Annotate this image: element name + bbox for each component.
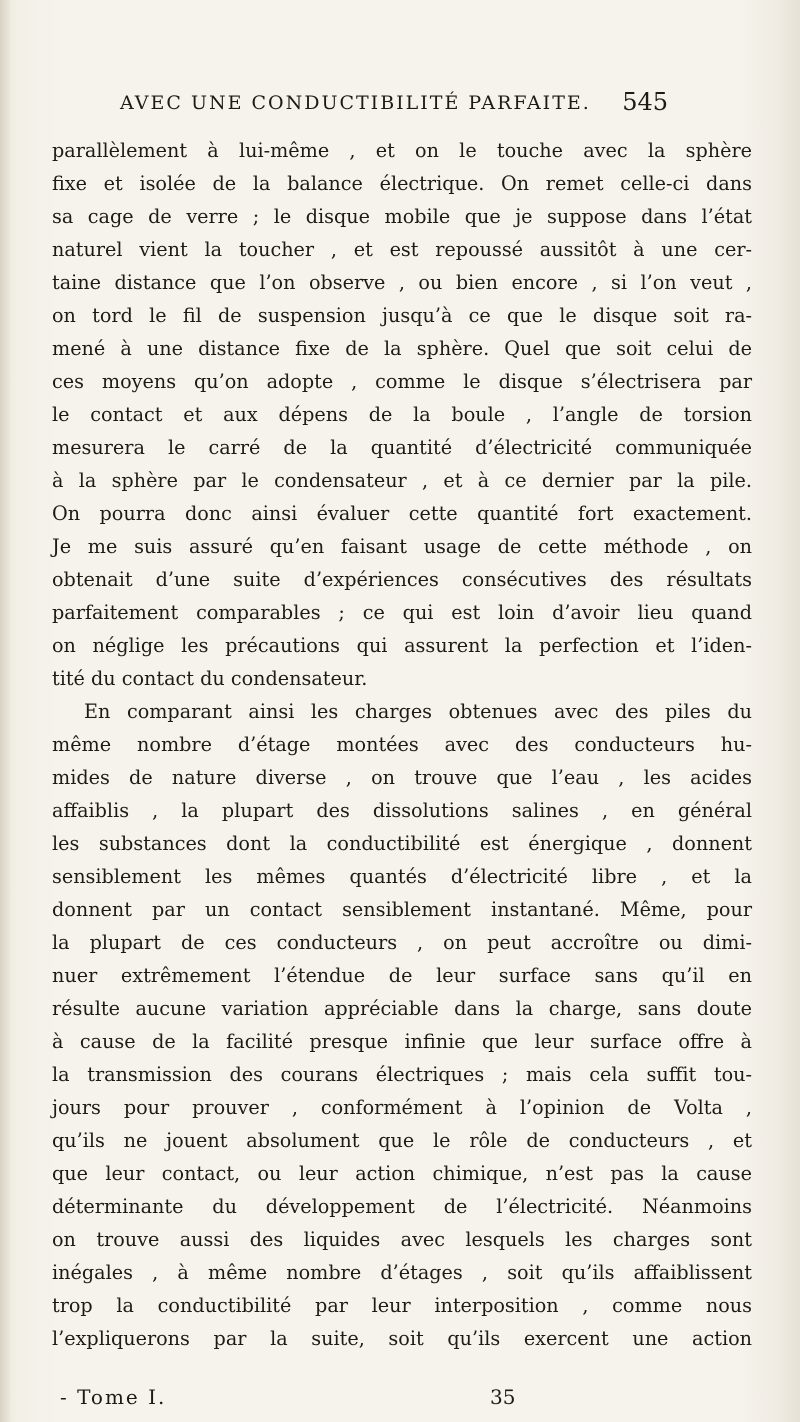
signature-mark: 35 — [490, 1385, 516, 1409]
text-line: la transmission des courans électriques ; mais cela suffit tou- — [52, 1063, 752, 1086]
body-text — [52, 134, 752, 1355]
text-line: naturel vient la toucher , et est repoussé aussitôt à une cer- — [52, 238, 752, 261]
text-line: parfaitement comparables ; ce qui est loin d’avoir lieu quand — [52, 601, 752, 624]
text-line: on trouve aussi des liquides avec lesquels les charges sont — [52, 1228, 752, 1251]
running-head: AVEC UNE CONDUCTIBILITÉ PARFAITE. — [120, 92, 591, 114]
page-footer — [60, 1385, 560, 1415]
text-line: taine distance que l’on observe , ou bien encore , si l’on veut , — [52, 271, 752, 294]
text-line: donnent par un contact sensiblement instantané. Même, pour — [52, 898, 752, 921]
text-line: sa cage de verre ; le disque mobile que je suppose dans l’état — [52, 205, 752, 228]
text-line: l’expliquerons par la suite, soit qu’ils exercent une action — [52, 1327, 752, 1350]
text-line: qu’ils ne jouent absolument que le rôle de conducteurs , et — [52, 1129, 752, 1152]
text-line: tité du contact du condensateur. — [52, 667, 368, 690]
text-line: nuer extrêmement l’étendue de leur surface sans qu’il en — [52, 964, 752, 987]
text-line: déterminante du développement de l’électricité. Néanmoins — [52, 1195, 752, 1218]
page-number: 545 — [622, 88, 668, 116]
text-line: Je me suis assuré qu’en faisant usage de cette méthode , on — [52, 535, 752, 558]
text-line: à cause de la facilité presque infinie que leur surface offre à — [52, 1030, 752, 1053]
text-line: mené à une distance fixe de la sphère. Quel que soit celui de — [52, 337, 752, 360]
text-line: En comparant ainsi les charges obtenues avec des piles du — [84, 700, 752, 723]
text-line: On pourra donc ainsi évaluer cette quantité fort exactement. — [52, 502, 752, 525]
text-line: la plupart de ces conducteurs , on peut accroître ou dimi- — [52, 931, 752, 954]
text-line: affaiblis , la plupart des dissolutions salines , en général — [52, 799, 752, 822]
text-line: mides de nature diverse , on trouve que l’eau , les acides — [52, 766, 752, 789]
text-line: à la sphère par le condensateur , et à ce dernier par la pile. — [52, 469, 752, 492]
page-binding-edge — [0, 0, 10, 1422]
tome-label: - Tome I. — [60, 1385, 167, 1409]
text-line: que leur contact, ou leur action chimique, n’est pas la cause — [52, 1162, 752, 1185]
text-line: on tord le fil de suspension jusqu’à ce que le disque soit ra- — [52, 304, 752, 327]
text-line: jours pour prouver , conformément à l’opinion de Volta , — [52, 1096, 752, 1119]
text-line: trop la conductibilité par leur interposition , comme nous — [52, 1294, 752, 1317]
text-line: inégales , à même nombre d’étages , soit qu’ils affaiblissent — [52, 1261, 752, 1284]
text-line: fixe et isolée de la balance électrique. On remet celle-ci dans — [52, 172, 752, 195]
text-line: les substances dont la conductibilité est énergique , donnent — [52, 832, 752, 855]
text-line: sensiblement les mêmes quantés d’électricité libre , et la — [52, 865, 752, 888]
text-line: ces moyens qu’on adopte , comme le disque s’électrisera par — [52, 370, 752, 393]
text-line: résulte aucune variation appréciable dans la charge, sans doute — [52, 997, 752, 1020]
text-line: on néglige les précautions qui assurent la perfection et l’iden- — [52, 634, 752, 657]
text-line: parallèlement à lui-même , et on le touche avec la sphère — [52, 139, 752, 162]
page-header — [120, 88, 668, 126]
text-line: le contact et aux dépens de la boule , l’angle de torsion — [52, 403, 752, 426]
text-line: même nombre d’étage montées avec des conducteurs hu- — [52, 733, 752, 756]
text-line: obtenait d’une suite d’expériences consécutives des résultats — [52, 568, 752, 591]
text-line: mesurera le carré de la quantité d’électricité communiquée — [52, 436, 752, 459]
